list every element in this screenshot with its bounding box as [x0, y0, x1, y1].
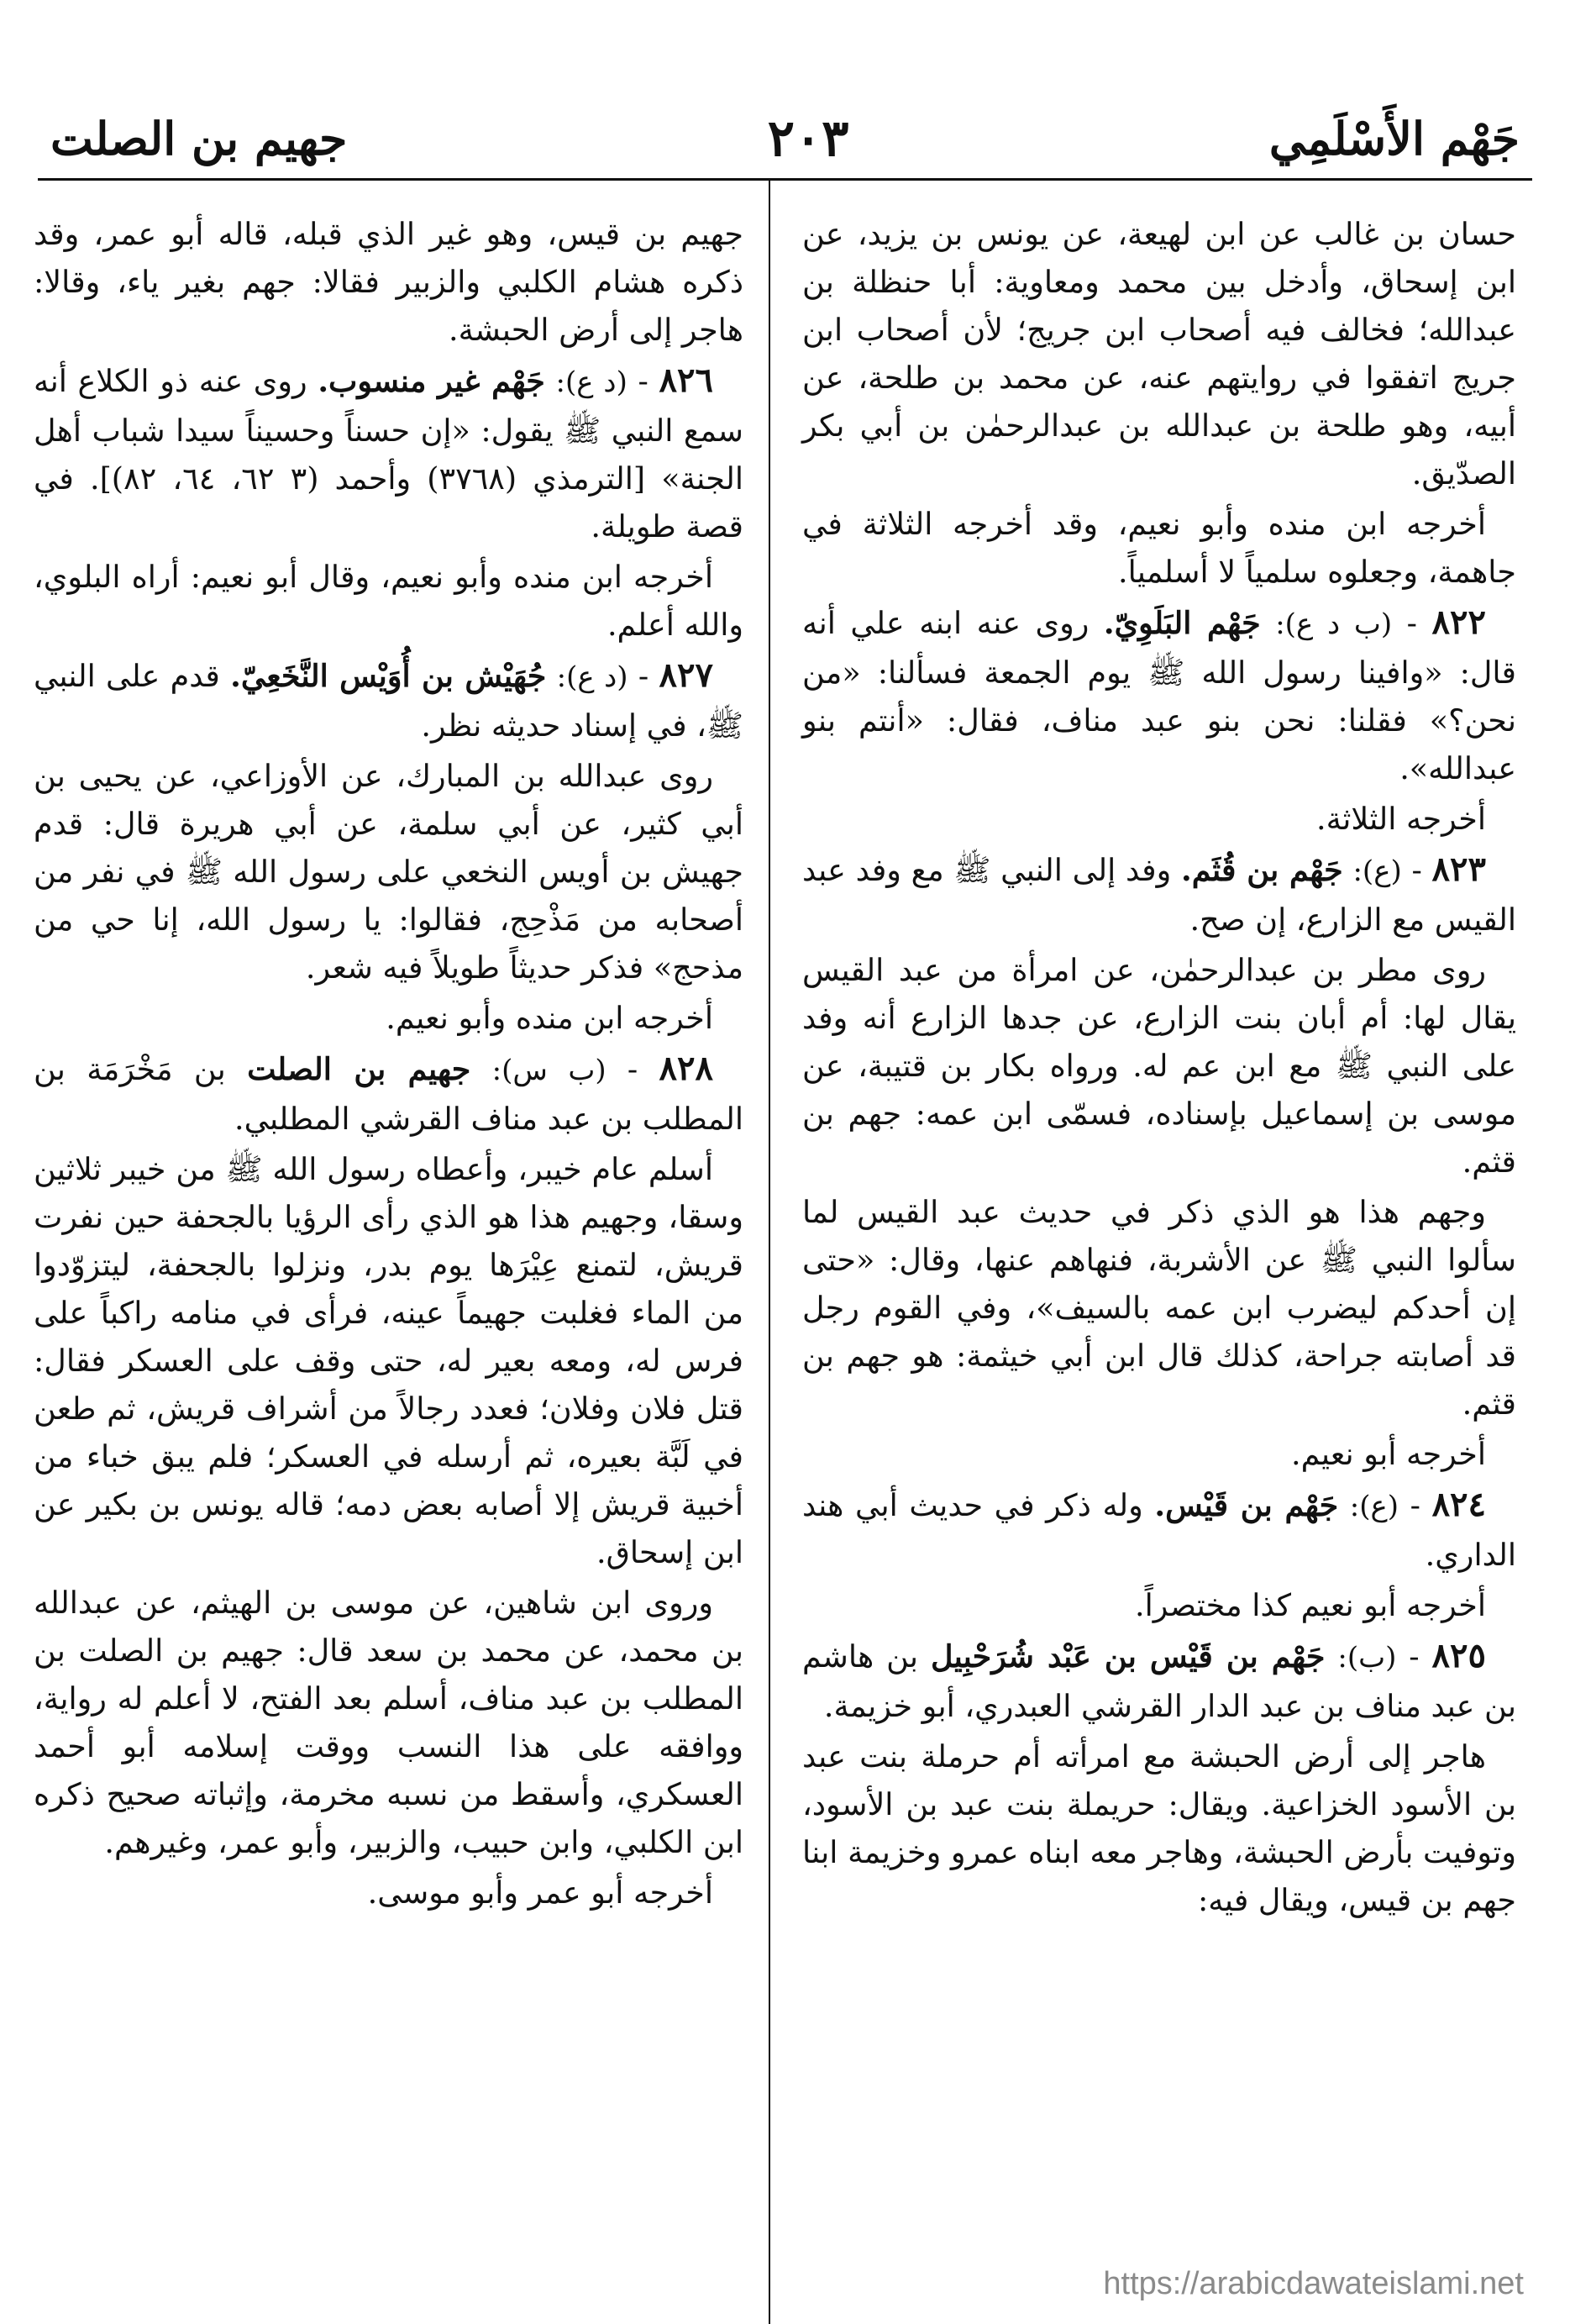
- entry-source-tag: (ع):: [1349, 1490, 1399, 1523]
- entry-source-tag: (د ع):: [556, 660, 628, 694]
- entry-text: بن هاشم بن عبد مناف بن عبد الدار القرشي العبدري، أبو خزيمة.: [802, 1638, 1516, 1724]
- entry-headword: جهيم بن الصلت: [247, 1051, 471, 1087]
- entry-source-tag: (د ع):: [555, 365, 627, 399]
- entry-number: ٨٢٢: [1431, 602, 1486, 642]
- entry-headword: جَهْم بن قَيْس بن عَبْد شُرَحْبِيل: [931, 1638, 1326, 1675]
- entry-headword: جَهْم بن قُثَم.: [1180, 852, 1343, 888]
- page-header: [50, 101, 1520, 176]
- body-paragraph: [802, 946, 1516, 1186]
- entry-headword: جَهْم بن قَيْس.: [1154, 1487, 1339, 1523]
- body-paragraph: [802, 1188, 1516, 1428]
- paragraph-text: أسلم عام خيبر، وأعطاه رسول الله ﷺ من خيبر ثلاثين وسقا، وجهيم هذا هو الذي رأى الرؤيا بالجحفة حين نفرت قريش، لتمنع عِيْرَها يوم بدر، ونزلوا بالجحفة، ليتزوّدوا من الماء فغلبت جهيماً عينه، فرأى في منامه راكباً على فرس له، ومعه بعير له، حتى وقف على العسكر فقال: قتل فلان وفلان؛ فعدد رجالاً من أشراف قريش، ثم طعن في لَبَّة بعيره، ثم أرسله في العسكر؛ فلم يبق خباء من أخبية قريش إلا أصابه بعض دمه؛ قاله يونس بن بكير عن ابن إسحاق.: [34, 1151, 743, 1570]
- paragraph-text: أخرجه ابن منده وأبو نعيم، وقال أبو نعيم: أراه البلوي، والله أعلم.: [34, 559, 743, 643]
- entry-number: ٨٢٨: [659, 1049, 713, 1088]
- entry-text: روى عنه ابنه علي أنه قال: «وافينا رسول الله ﷺ يوم الجمعة فسألنا: «من نحن؟» فقلنا: نحن بنو عبد مناف، فقال: «أنتم بنو عبدالله».: [802, 605, 1516, 786]
- body-paragraph: [34, 210, 743, 354]
- entry-paragraph: ٨٢٢ - (ب د ع): جَهْم البَلَوِيّ. روى عنه ابنه علي أنه قال: «وافينا رسول الله ﷺ يوم الجمعة فسألنا: «من نحن؟» فقلنا: نحن بنو عبد مناف، فقال: «أنتم بنو عبدالله».: [802, 602, 1516, 786]
- entry-paragraph: ٨٢٧ - (د ع): جُهَيْش بن أُوَيْس النَّخَعِيّ. قدم على النبي ﷺ، في إسناد حديثه نظر.: [34, 655, 743, 744]
- body-paragraph: [802, 1430, 1516, 1478]
- paragraph-text: أخرجه أبو نعيم.: [1290, 1436, 1486, 1472]
- entry-text: بن مَخْرَمَة بن المطلب بن عبد مناف القرشي المطلبي.: [34, 1051, 743, 1137]
- body-paragraph: [34, 1579, 743, 1866]
- paragraph-text: جهيم بن قيس، وهو غير الذي قبله، قاله أبو عمر، وقد ذكره هشام الكلبي والزبير فقالا: جهم بغير ياء، وقالا: هاجر إلى أرض الحبشة.: [34, 216, 743, 348]
- paragraph-text: هاجر إلى أرض الحبشة مع امرأته أم حرملة بنت عبد بن الأسود الخزاعية. ويقال: حريملة بنت عبد بن الأسود، وتوفيت بأرض الحبشة، وهاجر معه ابناه عمرو وخزيمة ابنا جهم بن قيس، ويقال فيه:: [802, 1738, 1516, 1918]
- body-paragraph: [34, 752, 743, 991]
- paragraph-text: روى عبدالله بن المبارك، عن الأوزاعي، عن يحيى بن أبي كثير، عن أبي سلمة، عن أبي هريرة قال: قدم جهيش بن أويس النخعي على رسول الله ﷺ في نفر من أصحابه من مَذْحِج، فقالوا: يا رسول الله، إنا حي من مذحج» فذكر حديثاً طويلاً فيه شعر.: [34, 758, 743, 986]
- entry-paragraph: ٨٢٥ - (ب): جَهْم بن قَيْس بن عَبْد شُرَحْبِيل بن هاشم بن عبد مناف بن عبد الدار القرشي العبدري، أبو خزيمة.: [802, 1636, 1516, 1724]
- entry-paragraph: ٨٢٦ - (د ع): جَهْم غير منسوب. روى عنه ذو الكلاع أنه سمع النبي ﷺ يقول: «إن حسناً وحسيناً سيدا شباب أهل الجنة» [الترمذي (٣٧٦٨) وأحمد (٣ ٦٢، ٦٤، ٨٢)]. في قصة طويلة.: [34, 360, 744, 544]
- entry-headword: جَهْم البَلَوِيّ.: [1103, 605, 1261, 641]
- entry-headword: جَهْم غير منسوب.: [318, 363, 545, 399]
- entry-text: وفد إلى النبي ﷺ مع وفد عبد القيس مع الزارع، إن صح.: [802, 852, 1516, 938]
- paragraph-text: روى مطر بن عبدالرحمٰن، عن امرأة من عبد القيس يقال لها: أم أبان بنت الزارع، عن جدها الزارع أنه وفد على النبي ﷺ مع ابن عم له. ورواه بكار بن قتيبة، عن موسى بن إسماعيل بإسناده، فسمّى ابن عمه: جهم بن قثم.: [802, 952, 1516, 1180]
- paragraph-text: وروى ابن شاهين، عن موسى بن الهيثم، عن عبدالله بن محمد، عن محمد بن سعد قال: جهيم بن الصلت بن المطلب بن عبد مناف، أسلم بعد الفتح، لا أعلم له رواية، ووافقه على هذا النسب ووقت إسلامه أبو أحمد العسكري، وأسقط من نسبه مخرمة، وإثباته صحيح ذكره ابن الكلبي، وابن حبيب، والزبير، وأبو عمر، وغيرهم.: [34, 1585, 743, 1860]
- body-paragraph: [802, 795, 1516, 843]
- entry-source-tag: (ب س):: [491, 1054, 606, 1087]
- column-divider: [769, 181, 770, 2324]
- header-rule: [38, 178, 1532, 181]
- entry-text: قدم على النبي ﷺ، في إسناد حديثه نظر.: [34, 658, 743, 744]
- paragraph-text: أخرجه ابن منده وأبو نعيم.: [386, 1000, 713, 1036]
- body-paragraph: [34, 1869, 743, 1917]
- entry-paragraph: ٨٢٨ - (ب س): جهيم بن الصلت بن مَخْرَمَة بن المطلب بن عبد مناف القرشي المطلبي.: [34, 1049, 743, 1137]
- entry-headword: جُهَيْش بن أُوَيْس النَّخَعِيّ.: [230, 658, 547, 694]
- entry-paragraph: ٨٢٣ - (ع): جَهْم بن قُثَم. وفد إلى النبي ﷺ مع وفد عبد القيس مع الزارع، إن صح.: [802, 849, 1516, 938]
- entry-text: وله ذكر في حديث أبي هند الداري.: [802, 1487, 1516, 1573]
- body-paragraph: [802, 1581, 1516, 1629]
- paragraph-text: حسان بن غالب عن ابن لهيعة، عن يونس بن يزيد، عن ابن إسحاق، وأدخل بين محمد ومعاوية: أبا حنظلة بن عبدالله؛ فخالف فيه أصحاب ابن جريج؛ لأن أصحاب ابن جريج اتفقوا في روايتهم عنه، عن محمد بن طلحة، عن أبيه، وهو طلحة بن عبدالله بن عبدالرحمٰن بن أبي بكر الصدّيق.: [802, 216, 1516, 492]
- paragraph-text: أخرجه الثلاثة.: [1316, 801, 1486, 837]
- running-head-right: جَهْم الأَسْلَمِي: [1268, 112, 1520, 166]
- entry-number: ٨٢٦: [659, 360, 713, 400]
- entry-number: ٨٢٤: [1431, 1485, 1487, 1524]
- body-paragraph: [34, 994, 743, 1042]
- paragraph-text: أخرجه أبو عمر وأبو موسى.: [367, 1874, 713, 1911]
- body-paragraph: [34, 1145, 743, 1576]
- paragraph-text: أخرجه ابن منده وأبو نعيم، وقد أخرجه الثلاثة في جاهمة، وجعلوه سلمياً لا أسلمياً.: [802, 506, 1516, 590]
- entry-number: ٨٢٧: [659, 655, 713, 695]
- entry-paragraph: ٨٢٤ - (ع): جَهْم بن قَيْس. وله ذكر في حديث أبي هند الداري.: [802, 1485, 1516, 1573]
- paragraph-text: وجهم هذا هو الذي ذكر في حديث عبد القيس لما سألوا النبي ﷺ عن الأشربة، فنهاهم عنها، وقال: «حتى إن أحدكم ليضرب ابن عمه بالسيف»، وفي القوم رجل قد أصابته جراحة، كذلك قال ابن أبي خيثمة: هو جهم بن قثم.: [802, 1194, 1516, 1422]
- right-column: [802, 210, 1516, 1927]
- body-paragraph: [802, 500, 1516, 596]
- watermark: https://arabicdawateislami.net: [1103, 2266, 1524, 2301]
- left-column: [34, 210, 743, 1919]
- entry-source-tag: (ع):: [1352, 854, 1402, 888]
- entry-source-tag: (ب د ع):: [1275, 607, 1393, 641]
- body-paragraph: [802, 210, 1516, 497]
- body-paragraph: [802, 1732, 1516, 1924]
- running-head-left: جهيم بن الصلت: [50, 112, 348, 166]
- entry-number: ٨٢٣: [1431, 849, 1486, 889]
- entry-number: ٨٢٥: [1431, 1636, 1486, 1675]
- body-paragraph: [34, 553, 743, 649]
- paragraph-text: أخرجه أبو نعيم كذا مختصراً.: [1135, 1587, 1486, 1623]
- page-number: ٢٠٣: [767, 109, 849, 168]
- entry-text: روى عنه ذو الكلاع أنه سمع النبي ﷺ يقول: «إن حسناً وحسيناً سيدا شباب أهل الجنة» [الترمذي (٣٧٦٨) وأحمد (٣ ٦٢، ٦٤، ٨٢)]. في قصة طويلة.: [34, 363, 744, 544]
- entry-source-tag: (ب):: [1337, 1641, 1397, 1675]
